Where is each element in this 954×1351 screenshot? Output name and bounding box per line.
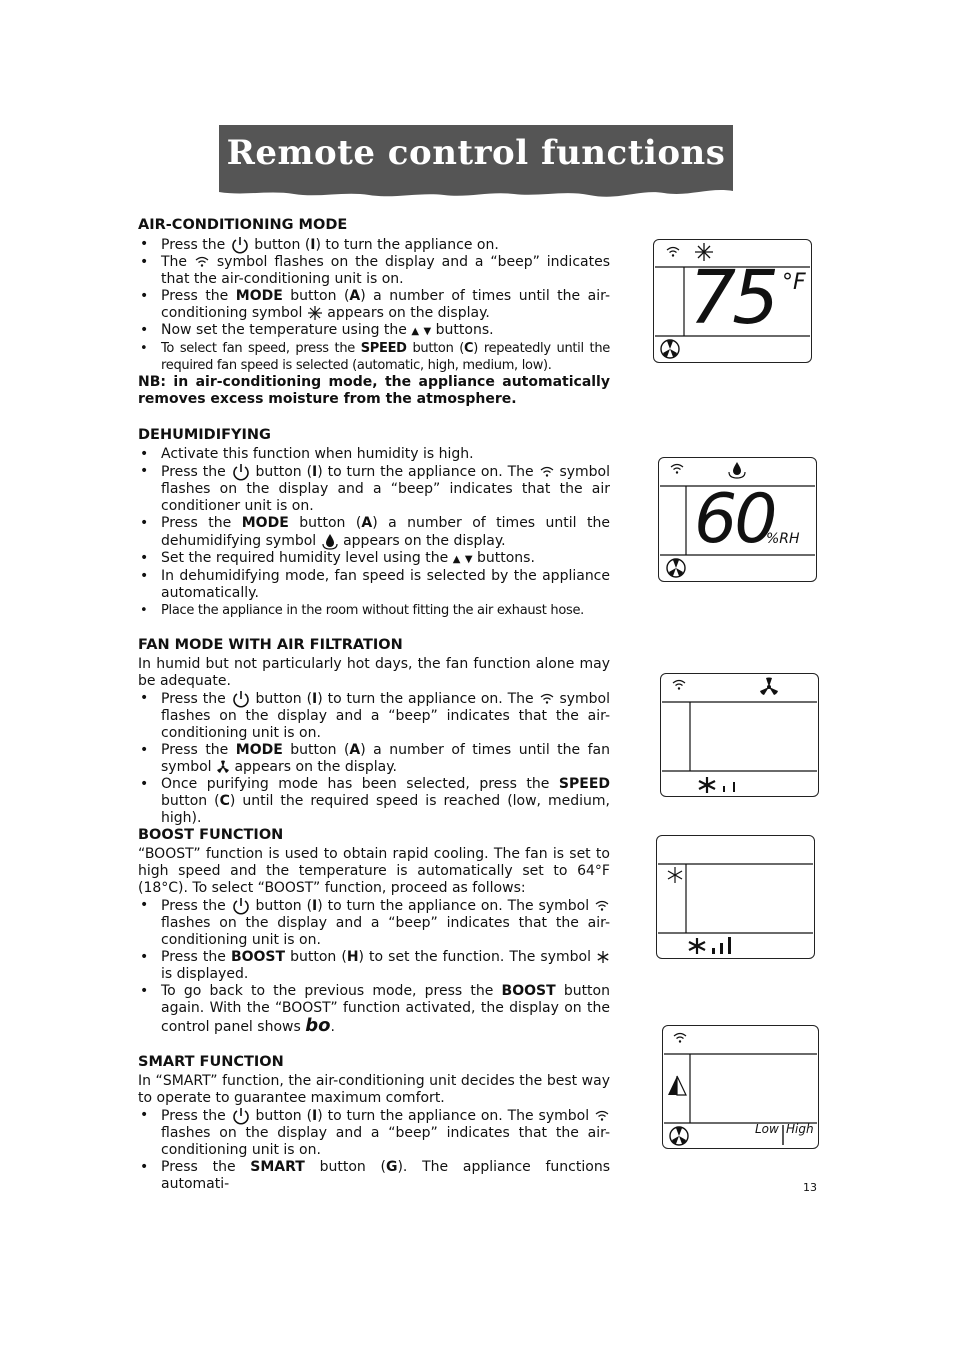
speed-high-label: High bbox=[786, 1122, 814, 1136]
fan-icon bbox=[760, 678, 778, 696]
signal-icon bbox=[594, 1110, 610, 1122]
list-item: • The symbol flashes on the display and a “beep” indicates that the air-conditioning unit is on. bbox=[138, 254, 610, 288]
lcd-display-dehumidifying bbox=[658, 457, 817, 582]
signal-icon bbox=[539, 693, 555, 705]
speed-low-label: Low bbox=[755, 1122, 779, 1136]
lcd-display-air-conditioning bbox=[653, 239, 812, 363]
page-title: Remote control functions bbox=[226, 133, 726, 173]
down-arrow-icon: ▼ bbox=[464, 554, 473, 565]
section-heading: AIR-CONDITIONING MODE bbox=[138, 217, 348, 233]
snowflake-icon bbox=[596, 950, 610, 964]
section-heading: DEHUMIDIFYING bbox=[138, 427, 271, 443]
humidity-unit: %RH bbox=[766, 531, 800, 547]
intro-text: In “SMART” function, the air-conditioning unit decides the best way to operate to guarantee maximum comfort. bbox=[138, 1073, 610, 1106]
section-fan-mode bbox=[138, 637, 610, 827]
water-drop-icon bbox=[729, 462, 745, 478]
list-item: • Press the button (I) to turn the appliance on. bbox=[138, 236, 610, 254]
down-arrow-icon: ▼ bbox=[423, 326, 432, 337]
list-item: • In dehumidifying mode, fan speed is selected by the appliance automatically. bbox=[138, 568, 610, 602]
fan-icon bbox=[216, 760, 230, 774]
temperature-value: 75 bbox=[689, 255, 776, 341]
signal-icon bbox=[674, 1034, 686, 1043]
list-item: • To go back to the previous mode, press the BOOST button again. With the “BOOST” function activated, the display on the control panel shows bo. bbox=[138, 983, 610, 1036]
section-boost bbox=[138, 827, 610, 1036]
note: NB: in air-conditioning mode, the appliance automatically removes excess moisture from the atmosphere. bbox=[138, 374, 610, 407]
signal-icon bbox=[667, 248, 679, 257]
fan-speed-icon bbox=[699, 777, 735, 793]
lcd-display-fan-mode bbox=[660, 673, 819, 797]
list-item: • Press the button (I) to turn the appliance on. The symbol flashes on the display and a “beep” indicates that the air-conditioning unit is on. bbox=[138, 897, 610, 949]
list-item: • To select fan speed, press the SPEED button (C) repeatedly until the required fan speed is selected (automatic, high, medium, low). bbox=[138, 340, 610, 374]
fan-icon bbox=[670, 1127, 688, 1145]
list-item: • Press the BOOST button (H) to set the function. The symbol is displayed. bbox=[138, 949, 610, 983]
list-item: • Press the SMART button (G). The appliance functions automati- bbox=[138, 1159, 610, 1193]
section-heading: SMART FUNCTION bbox=[138, 1054, 284, 1070]
list-item: • Press the MODE button (A) a number of times until the air-conditioning symbol appears on the display. bbox=[138, 288, 610, 322]
list-item: • Press the button (I) to turn the appliance on. The symbol flashes on the display and a “beep” indicates that the air-conditioning unit is on. bbox=[138, 690, 610, 742]
water-drop-icon bbox=[321, 532, 339, 550]
power-icon bbox=[230, 236, 250, 254]
section-heading: FAN MODE WITH AIR FILTRATION bbox=[138, 637, 403, 653]
signal-icon bbox=[673, 681, 685, 690]
signal-icon bbox=[539, 466, 555, 478]
list-item: • Press the MODE button (A) a number of times until the fan symbol appears on the display. bbox=[138, 742, 610, 776]
power-icon bbox=[231, 463, 251, 481]
fan-icon bbox=[661, 340, 679, 358]
power-icon bbox=[231, 897, 251, 915]
section-air-conditioning bbox=[138, 217, 610, 408]
signal-icon bbox=[594, 900, 610, 912]
intro-text: In humid but not particularly hot days, the fan function alone may be adequate. bbox=[138, 656, 610, 689]
fan-icon bbox=[667, 559, 685, 577]
temperature-unit: °F bbox=[782, 270, 806, 295]
page-number: 13 bbox=[803, 1181, 817, 1194]
section-heading: BOOST FUNCTION bbox=[138, 827, 284, 843]
power-icon bbox=[231, 1107, 251, 1125]
air-conditioning-symbol-icon bbox=[307, 305, 323, 321]
up-arrow-icon: ▲ bbox=[411, 326, 420, 337]
power-icon bbox=[231, 690, 251, 708]
list-item: • Activate this function when humidity is high. bbox=[138, 446, 610, 463]
section-dehumidifying bbox=[138, 427, 610, 619]
list-item: • Set the required humidity level using the ▲ ▼ buttons. bbox=[138, 550, 610, 568]
bo-display-icon: bo bbox=[305, 1015, 331, 1036]
humidity-value: 60 bbox=[694, 480, 775, 559]
signal-icon bbox=[194, 256, 210, 268]
lcd-display-boost bbox=[656, 835, 815, 959]
smart-icon bbox=[668, 1076, 686, 1095]
lcd-display-smart bbox=[662, 1025, 819, 1149]
list-item: • Now set the temperature using the ▲ ▼ buttons. bbox=[138, 322, 610, 340]
intro-text: “BOOST” function is used to obtain rapid cooling. The fan is set to high speed and the temperature is automatically set to 64°F (18°C). To select “BOOST” function, proceed as follows: bbox=[138, 846, 610, 896]
title-banner bbox=[219, 125, 733, 205]
fan-speed-icon bbox=[689, 937, 731, 954]
list-item: • Press the button (I) to turn the appliance on. The symbol flashes on the display and a “beep” indicates that the air-conditioning unit is on. bbox=[138, 1107, 610, 1159]
section-smart bbox=[138, 1054, 610, 1193]
list-item: • Press the button (I) to turn the appliance on. The symbol flashes on the display and a “beep” indicates that the air conditioner unit is on. bbox=[138, 463, 610, 515]
up-arrow-icon: ▲ bbox=[452, 554, 461, 565]
list-item: • Place the appliance in the room without fitting the air exhaust hose. bbox=[138, 602, 610, 619]
list-item: • Press the MODE button (A) a number of times until the dehumidifying symbol appears on the display. bbox=[138, 515, 610, 550]
list-item: • Once purifying mode has been selected, press the SPEED button (C) until the required speed is reached (low, medium, high). bbox=[138, 776, 610, 827]
snowflake-icon bbox=[668, 867, 682, 883]
signal-icon bbox=[671, 465, 683, 474]
